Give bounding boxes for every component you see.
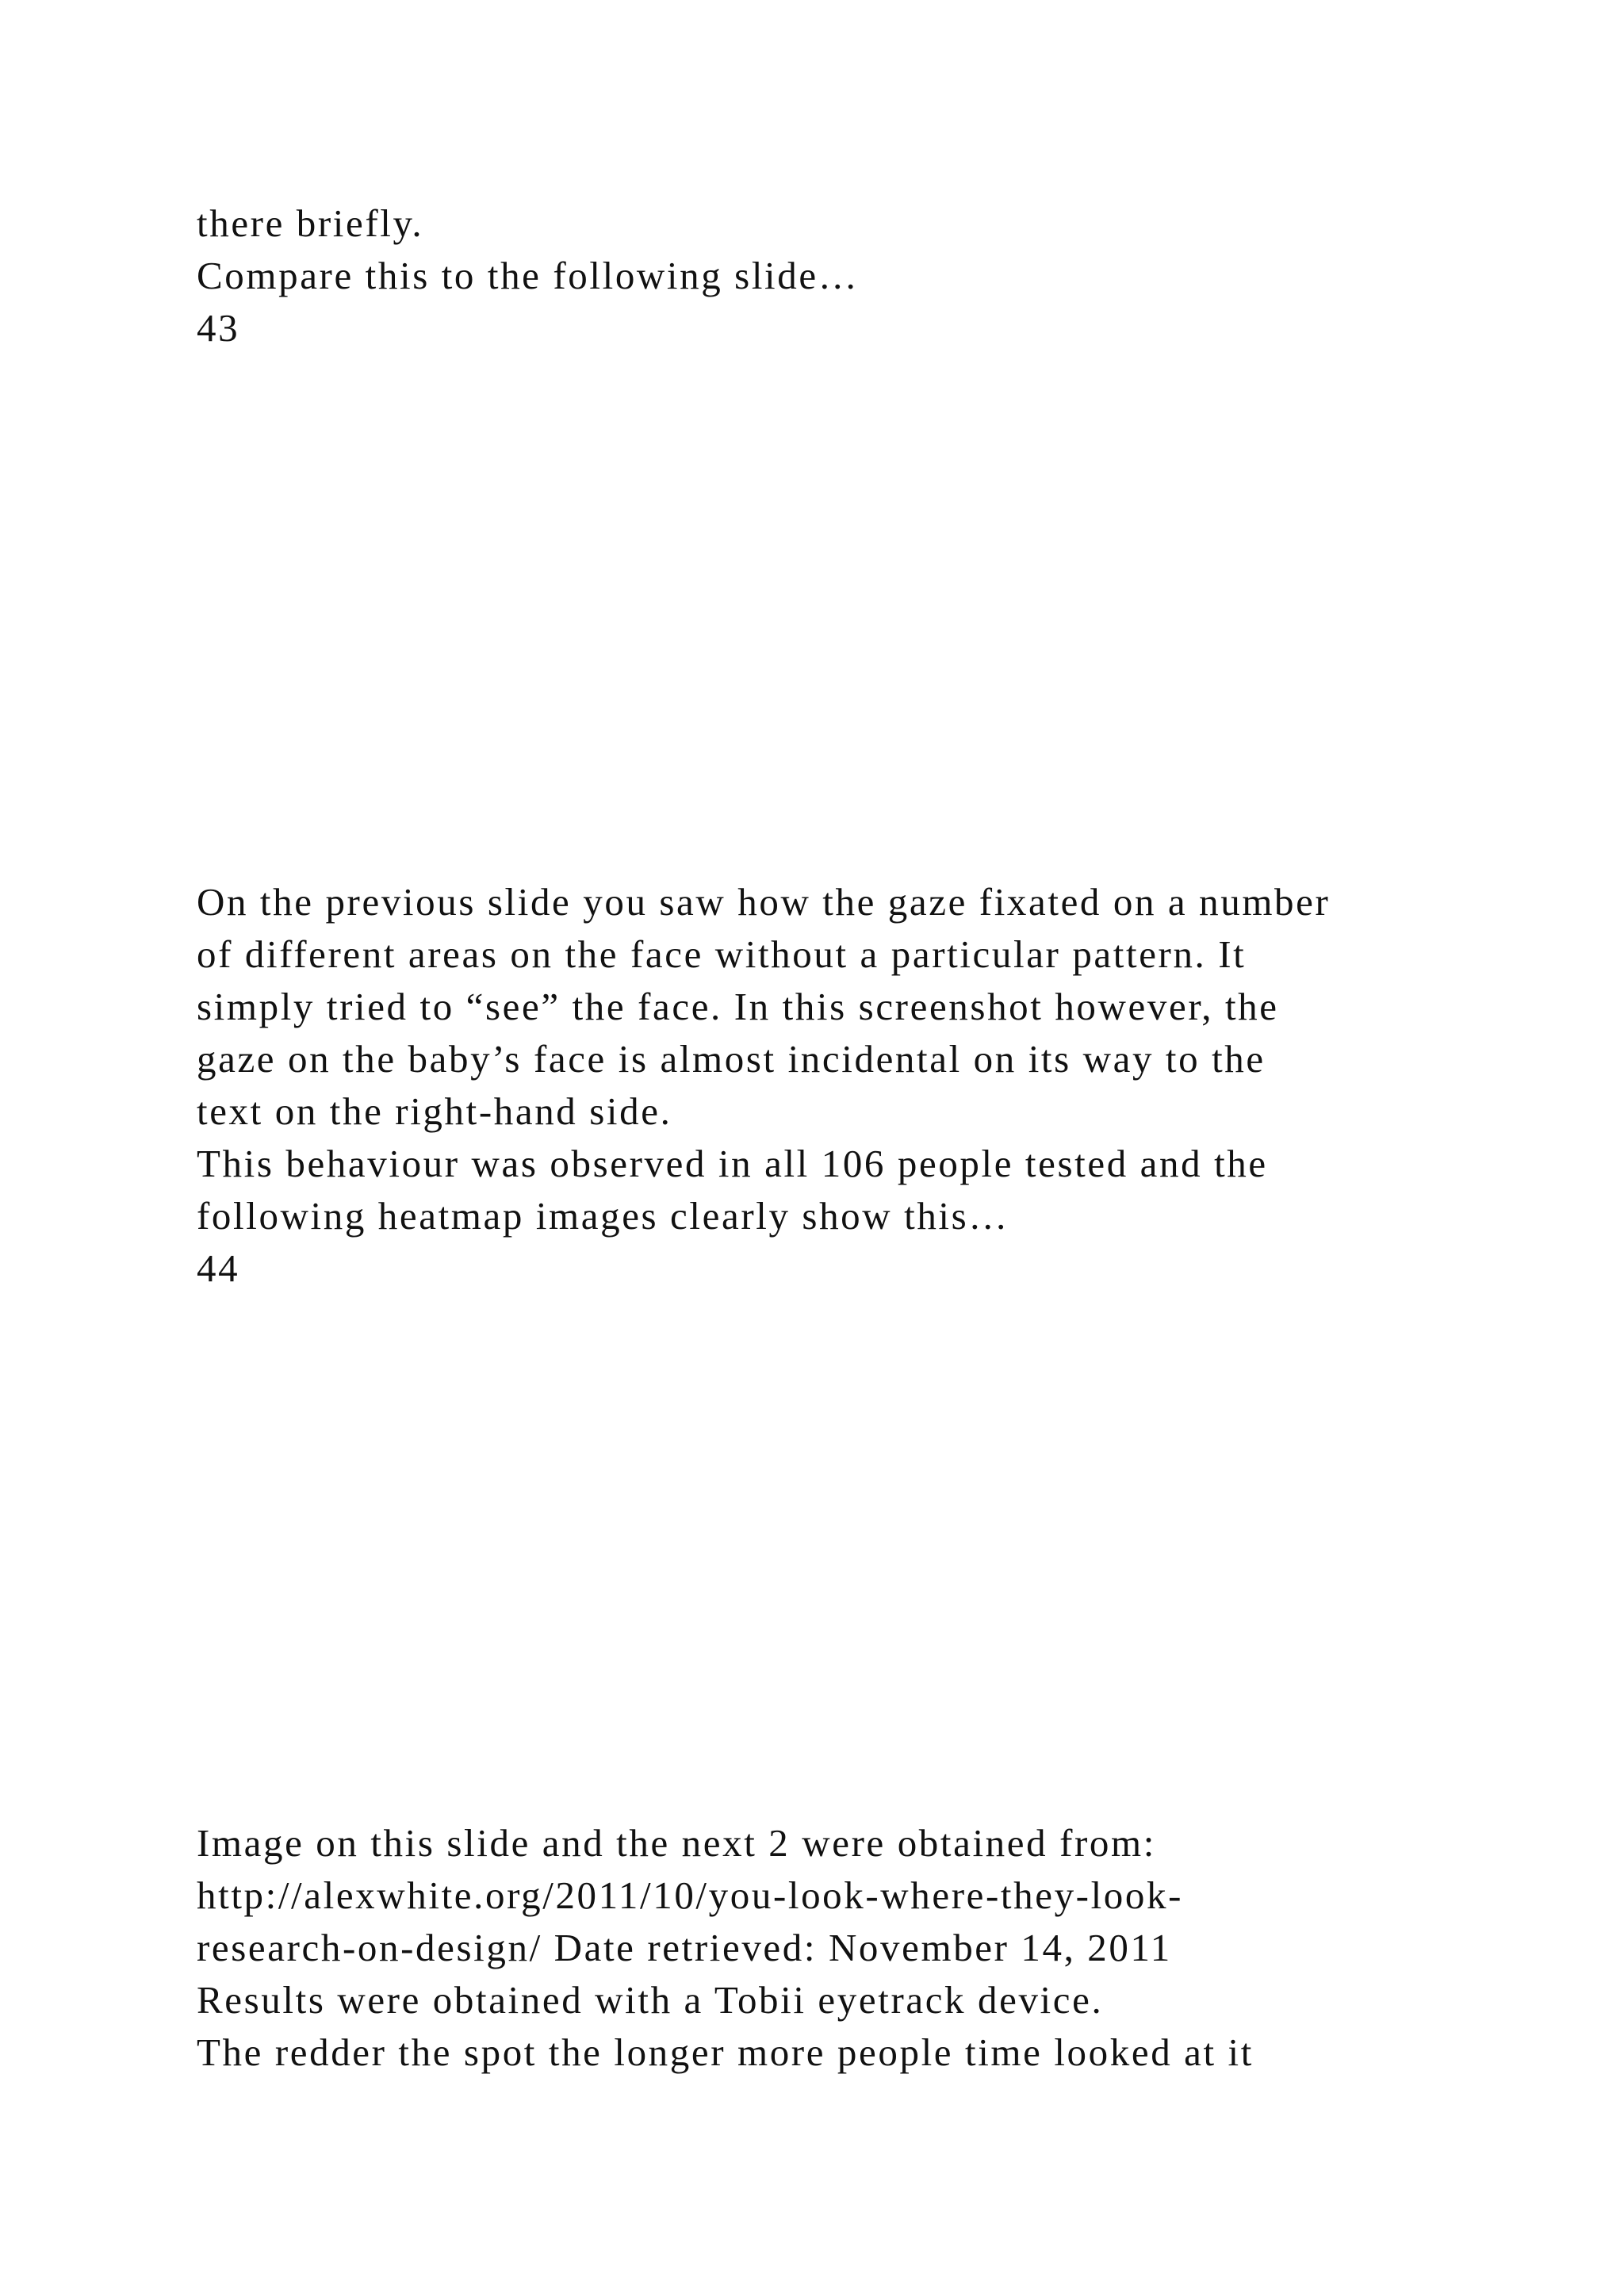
text-line: This behaviour was observed in all 106 people tested and the bbox=[197, 1142, 1268, 1185]
page-number: 44 bbox=[197, 1246, 240, 1290]
text-line: Results were obtained with a Tobii eyetrack device. bbox=[197, 1978, 1104, 2022]
text-line: gaze on the baby’s face is almost incidental on its way to the bbox=[197, 1037, 1266, 1081]
page-number: 43 bbox=[197, 306, 240, 350]
text-line: Image on this slide and the next 2 were obtained from: bbox=[197, 1821, 1156, 1865]
text-line: The redder the spot the longer more people time looked at it bbox=[197, 2030, 1254, 2074]
source-url: http://alexwhite.org/2011/10/you-look-where-they-look- bbox=[197, 1873, 1184, 1917]
text-line: On the previous slide you saw how the gaze fixated on a number bbox=[197, 880, 1331, 924]
text-line: following heatmap images clearly show this… bbox=[197, 1194, 1009, 1238]
text-line: of different areas on the face without a particular pattern. It bbox=[197, 932, 1247, 976]
text-line: there briefly. bbox=[197, 201, 424, 245]
text-line: research-on-design/ Date retrieved: November 14, 2011 bbox=[197, 1926, 1172, 1969]
text-line: simply tried to “see” the face. In this screenshot however, the bbox=[197, 985, 1279, 1028]
text-line: text on the right-hand side. bbox=[197, 1089, 672, 1133]
text-line: Compare this to the following slide… bbox=[197, 254, 860, 297]
